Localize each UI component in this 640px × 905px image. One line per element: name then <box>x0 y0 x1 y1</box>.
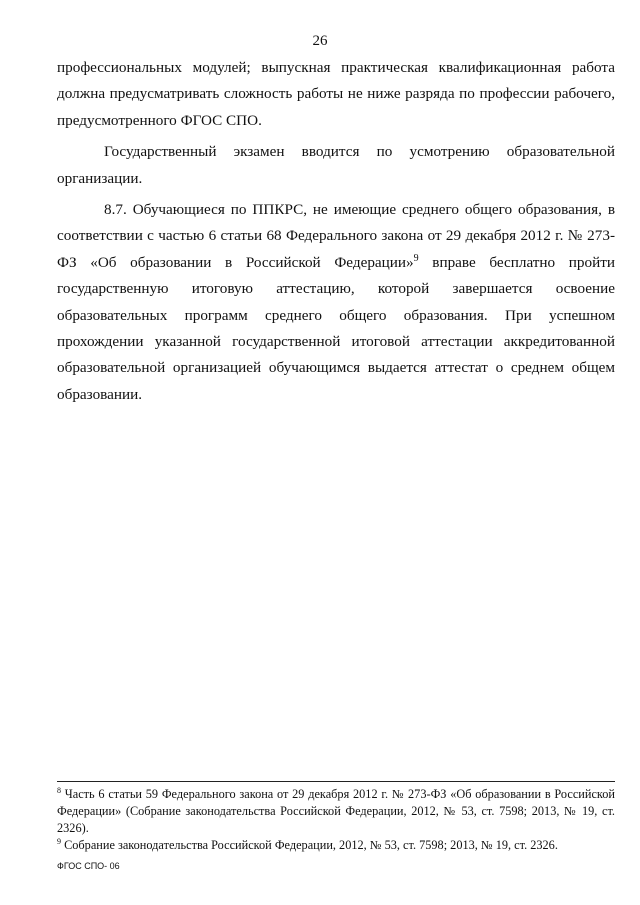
footnote-8 <box>57 786 615 837</box>
footnote-9 <box>57 837 615 854</box>
footnote-ref-9: 9 <box>413 252 419 264</box>
paragraph-8-7-text-a: 8.7. Обучающиеся по ППКРС, не имеющие среднего общего образования, в соответствии с частью 6 статьи 68 Федерального закона от 29 декабря 2012 г. № 273-ФЗ «Об образовании в Российской Федерации» <box>57 201 615 271</box>
footnote-8-mark: 8 <box>57 785 61 795</box>
footnote-9-mark: 9 <box>57 836 61 846</box>
paragraph-state-exam: Государственный экзамен вводится по усмотрению образовательной организации. <box>57 143 615 187</box>
document-code: ФГОС СПО- 06 <box>57 861 120 871</box>
paragraph-continuation: профессиональных модулей; выпускная практическая квалификационная работа должна предусматривать сложность работы не ниже разряда по профессии рабочего, предусмотренного ФГОС СПО. <box>57 59 615 129</box>
body-text <box>57 55 615 408</box>
footnote-divider <box>57 781 615 782</box>
footnote-8-text: Часть 6 статьи 59 Федерального закона от 29 декабря 2012 г. № 273-ФЗ «Об образовании в Российской Федерации» (Собрание законодательства Российской Федерации, 2012, № 53, ст. 7598; 2013, № 19, ст. 2326). <box>57 787 615 835</box>
footnotes <box>57 786 615 854</box>
paragraph-8-7-text-b: вправе бесплатно пройти государственную итоговую аттестацию, которой завершается освоение образовательных программ среднего общего образования. При успешном прохождении указанной государственной итоговой аттестации аккредитованной образовательной организацией обучающимся выдается аттестат о среднем общем образовании. <box>57 253 615 403</box>
page-number: 26 <box>312 33 328 49</box>
footnote-9-text: Собрание законодательства Российской Федерации, 2012, № 53, ст. 7598; 2013, № 19, ст. 2326. <box>61 838 558 852</box>
paragraph-8-7 <box>57 197 615 408</box>
